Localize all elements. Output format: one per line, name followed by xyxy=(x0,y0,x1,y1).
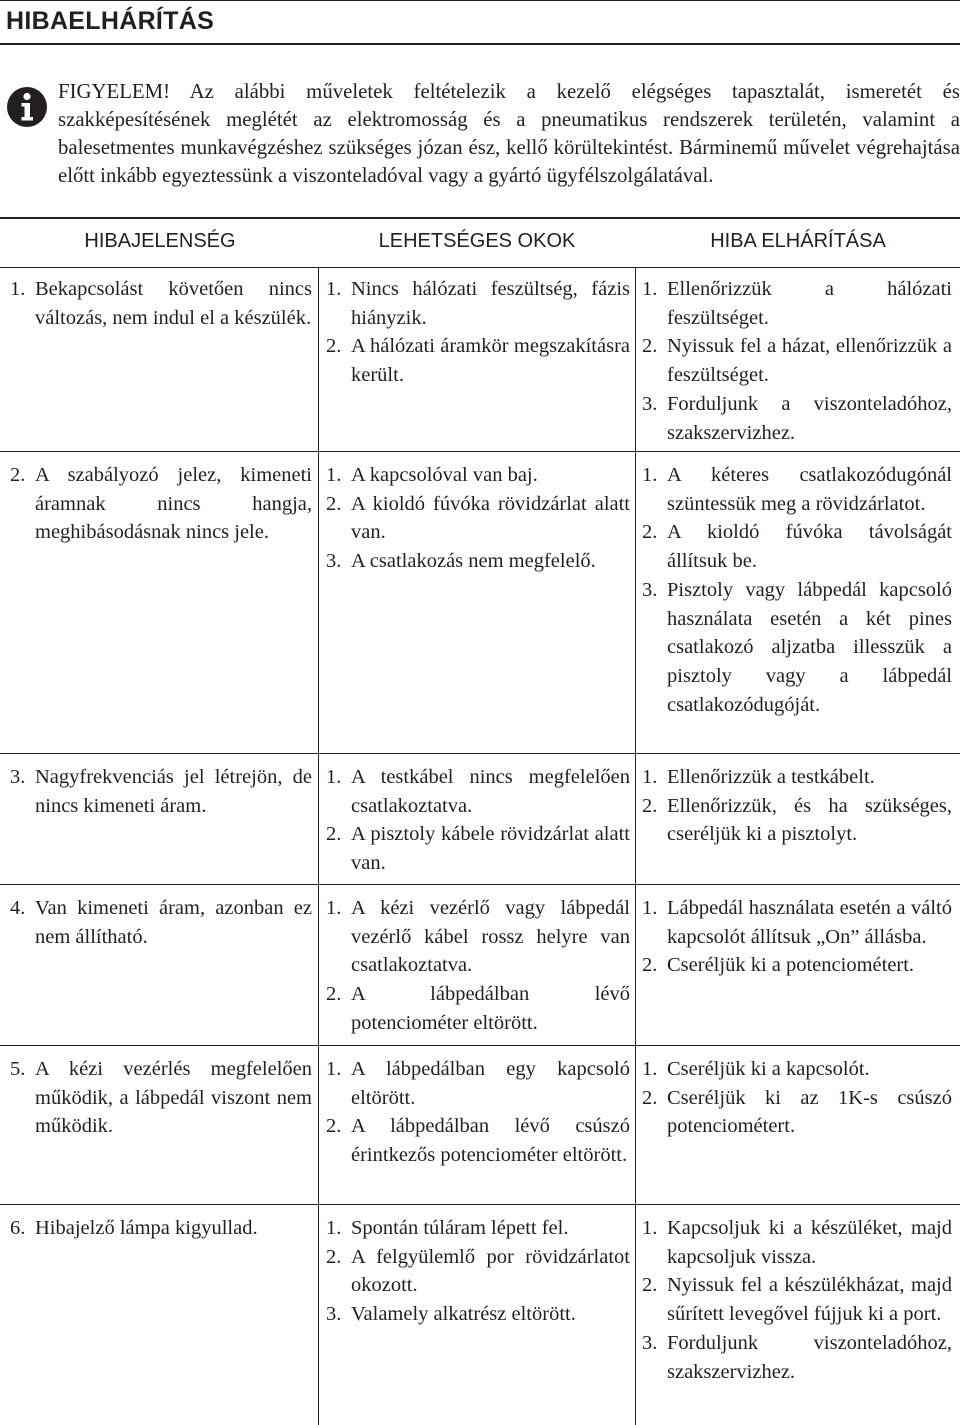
item-text: A szabályozó jelez, kimeneti áramnak nincs hangja, meghibásodásnak nincs jele. xyxy=(35,464,312,544)
fix-item xyxy=(642,1271,952,1328)
item-text: Forduljunk viszonteladóhoz, szakszervizhez. xyxy=(667,1331,952,1383)
symptom-item xyxy=(10,763,312,820)
item-text: Valamely alkatrész eltörött. xyxy=(351,1303,576,1326)
cause-item xyxy=(326,1214,630,1243)
item-number: 2. xyxy=(642,521,658,544)
title-divider xyxy=(0,43,960,45)
symptom-cell xyxy=(10,1214,312,1243)
item-text: A kapcsolóval van baj. xyxy=(351,464,538,486)
fix-item xyxy=(642,332,952,389)
item-number: 1. xyxy=(326,766,342,788)
item-number: 1. xyxy=(326,1058,342,1080)
column-divider xyxy=(318,268,319,1425)
fix-item xyxy=(642,792,952,849)
item-text: A csatlakozás nem megfelelő. xyxy=(351,550,596,573)
item-number: 1. xyxy=(326,897,342,919)
symptom-item xyxy=(10,461,312,547)
item-text: A felgyülemlő por rövidzárlatot okozott. xyxy=(351,1245,630,1297)
symptom-item xyxy=(10,275,312,332)
fix-item xyxy=(642,518,952,575)
item-text: Kapcsoljuk ki a készüléket, majd kapcsoljuk vissza. xyxy=(667,1217,952,1268)
item-number: 2. xyxy=(642,1086,658,1109)
cause-item xyxy=(326,1112,630,1169)
item-text: Cseréljük ki a kapcsolót. xyxy=(667,1058,870,1080)
table-top-rule xyxy=(0,217,960,219)
symptom-cell xyxy=(10,894,312,951)
item-text: Pisztoly vagy lábpedál kapcsoló használata esetén a két pines csatlakozó aljzatba illesszük a pisztoly vagy a lábpedál csatlakozódugóját. xyxy=(667,578,952,716)
symptom-cell xyxy=(10,461,312,547)
cause-item xyxy=(326,275,630,332)
causes-cell xyxy=(326,275,630,390)
item-text: A lábpedálban lévő potenciométer eltörött. xyxy=(351,983,630,1034)
item-text: Ellenőrizzük, és ha szükséges, cseréljük ki a pisztolyt. xyxy=(667,794,952,846)
symptom-item xyxy=(10,1055,312,1141)
item-text: A pisztoly kábele rövidzárlat alatt van. xyxy=(351,823,630,875)
row-divider xyxy=(0,451,960,452)
item-number: 2. xyxy=(326,1115,342,1138)
header-causes: LEHETSÉGES OKOK xyxy=(378,230,576,252)
cause-item xyxy=(326,820,630,877)
item-number: 3. xyxy=(10,766,26,788)
row-divider xyxy=(0,884,960,885)
symptom-item xyxy=(10,894,312,951)
fixes-cell xyxy=(642,894,952,980)
item-number: 4. xyxy=(10,897,26,919)
item-text: Ellenőrizzük a testkábelt. xyxy=(667,766,875,788)
cause-item xyxy=(326,461,630,490)
item-number: 1. xyxy=(642,766,658,788)
causes-cell xyxy=(326,1055,630,1170)
item-number: 5. xyxy=(10,1058,26,1080)
item-number: 2. xyxy=(642,954,658,977)
item-number: 3. xyxy=(642,1331,658,1354)
cause-item xyxy=(326,332,630,389)
item-number: 1. xyxy=(326,1217,342,1239)
item-number: 2. xyxy=(326,1245,342,1268)
item-number: 1. xyxy=(642,1058,658,1080)
page-frame-top xyxy=(0,0,960,1)
item-text: A lábpedálban egy kapcsoló eltörött. xyxy=(351,1058,630,1109)
cause-item xyxy=(326,1055,630,1112)
cause-item xyxy=(326,763,630,820)
item-text: Cseréljük ki a potenciométert. xyxy=(667,954,915,977)
fix-item xyxy=(642,461,952,518)
cause-item xyxy=(326,894,630,980)
item-number: 6. xyxy=(10,1217,26,1239)
fix-item xyxy=(642,951,952,980)
fix-item xyxy=(642,1214,952,1271)
column-divider xyxy=(635,268,636,1425)
item-number: 1. xyxy=(642,897,658,919)
fixes-cell xyxy=(642,1055,952,1141)
item-text: Spontán túláram lépett fel. xyxy=(351,1217,569,1239)
item-number: 2. xyxy=(642,1274,658,1297)
page-title: HIBAELHÁRÍTÁS xyxy=(6,7,215,35)
header-symptom: HIBAJELENSÉG xyxy=(84,230,236,252)
symptom-cell xyxy=(10,275,312,332)
item-number: 2. xyxy=(326,823,342,846)
item-number: 1. xyxy=(326,464,342,486)
fix-item xyxy=(642,894,952,951)
item-number: 1. xyxy=(326,278,342,300)
item-text: Cseréljük ki az 1K-s csúszó potenciométert. xyxy=(667,1086,952,1138)
item-text: Hibajelző lámpa kigyullad. xyxy=(35,1217,258,1239)
item-number: 2. xyxy=(10,464,26,486)
cause-item xyxy=(326,490,630,547)
cause-item xyxy=(326,980,630,1037)
item-number: 1. xyxy=(642,278,658,300)
item-text: A hálózati áramkör megszakításra került. xyxy=(351,335,630,387)
item-text: Nagyfrekvenciás jel létrejön, de nincs kimeneti áram. xyxy=(35,766,312,817)
item-text: Lábpedál használata esetén a váltó kapcsolót állítsuk „On” állásba. xyxy=(667,897,952,948)
item-number: 2. xyxy=(642,335,658,358)
item-text: Nincs hálózati feszültség, fázis hiányzik. xyxy=(351,278,630,329)
item-number: 3. xyxy=(642,392,658,415)
item-number: 3. xyxy=(326,550,342,573)
fix-item xyxy=(642,576,952,720)
symptom-cell xyxy=(10,1055,312,1141)
item-number: 2. xyxy=(326,492,342,515)
item-number: 1. xyxy=(642,1217,658,1239)
row-divider xyxy=(0,1045,960,1046)
fixes-cell xyxy=(642,763,952,849)
item-text: A lábpedálban lévő csúszó érintkezős potenciométer eltörött. xyxy=(351,1115,630,1167)
item-number: 1. xyxy=(642,464,658,486)
item-text: Bekapcsolást követően nincs változás, nem indul el a készülék. xyxy=(35,278,312,329)
item-text: A kézi vezérlés megfelelően működik, a lábpedál viszont nem működik. xyxy=(35,1058,312,1138)
cause-item xyxy=(326,547,630,576)
fix-item xyxy=(642,1055,952,1084)
item-number: 2. xyxy=(326,335,342,358)
symptom-cell xyxy=(10,763,312,820)
item-text: Nyissuk fel a készülékházat, majd sűrített levegővel fújjuk ki a port. xyxy=(667,1274,952,1326)
item-number: 2. xyxy=(642,794,658,817)
item-text: A kéteres csatlakozódugónál szüntessük meg a rövidzárlatot. xyxy=(667,464,952,515)
fixes-cell xyxy=(642,275,952,447)
fix-item xyxy=(642,390,952,447)
item-text: Nyissuk fel a házat, ellenőrizzük a feszültséget. xyxy=(667,335,952,387)
info-icon xyxy=(6,86,48,128)
causes-cell xyxy=(326,763,630,878)
causes-cell xyxy=(326,894,630,1038)
cause-item xyxy=(326,1243,630,1300)
item-text: Van kimeneti áram, azonban ez nem állítható. xyxy=(35,897,312,948)
item-text: A kioldó fúvóka rövidzárlat alatt van. xyxy=(351,492,630,544)
fix-item xyxy=(642,763,952,792)
fixes-cell xyxy=(642,461,952,719)
item-number: 2. xyxy=(326,983,342,1006)
row-divider xyxy=(0,1204,960,1205)
item-text: Forduljunk a viszonteladóhoz, szakszervizhez. xyxy=(667,392,952,444)
header-divider xyxy=(0,267,960,268)
row-divider xyxy=(0,753,960,754)
fix-item xyxy=(642,1329,952,1386)
item-number: 1. xyxy=(10,278,26,300)
cause-item xyxy=(326,1300,630,1329)
item-number: 3. xyxy=(642,578,658,601)
causes-cell xyxy=(326,461,630,576)
item-text: Ellenőrizzük a hálózati feszültséget. xyxy=(667,278,952,329)
causes-cell xyxy=(326,1214,630,1329)
header-fixes: HIBA ELHÁRÍTÁSA xyxy=(710,230,886,252)
symptom-item xyxy=(10,1214,312,1243)
fix-item xyxy=(642,275,952,332)
fixes-cell xyxy=(642,1214,952,1386)
item-text: A kézi vezérlő vagy lábpedál vezérlő kábel rossz helyre van csatlakoztatva. xyxy=(351,897,630,977)
item-text: A testkábel nincs megfelelően csatlakoztatva. xyxy=(351,766,630,817)
item-text: A kioldó fúvóka távolságát állítsuk be. xyxy=(667,521,952,573)
item-number: 3. xyxy=(326,1303,342,1326)
notice-text: FIGYELEM! Az alábbi műveletek feltételezik a kezelő elégséges tapasztalát, ismeretét és szakképesítésének meglétét az elektromosság és a pneumatikus rendszerek területén, valamint a balesetmentes munkavégzéshez szükséges józan ész, kellő körültekintést. Bárminemű művelet végrehajtása előtt inkább egyeztessünk a viszonteladóval vagy a gyártó ügyfélszolgálatával. xyxy=(58,80,960,187)
fix-item xyxy=(642,1084,952,1141)
